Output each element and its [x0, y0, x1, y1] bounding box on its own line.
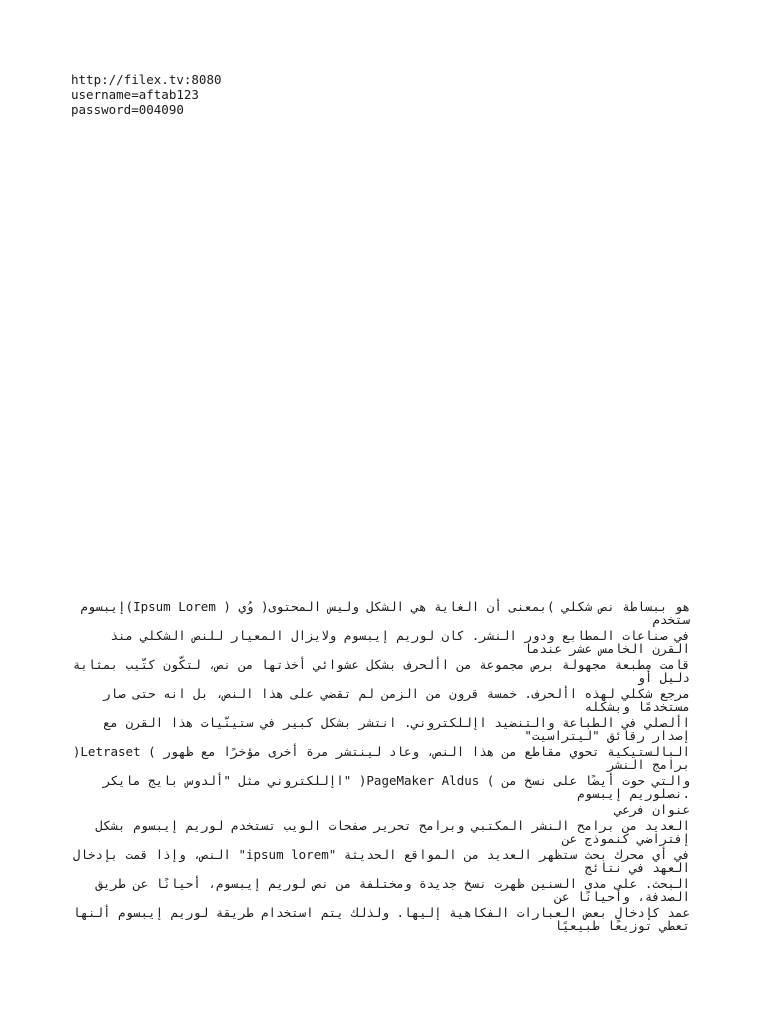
body-line: والتي حوت أيضًا على نسخ من ) PageMaker Aldus( "اإللكتروني مثل "ألدوس بايج مايكر .نصلوريم إيبسوم [102, 773, 690, 801]
body-line: مرجع شكلي لهذه األحرف. خمسة قرون من الزمن لم تقضي على هذا النص، بل انه حتى صار مستخدمًا وبشكله [103, 686, 690, 714]
body-line: البالستيكية تحوي مقاطع من هذا النص، وعاد لينتشر مرة أخرى مؤخرًا مع ظهور ) Letraset( برامج النشر [72, 744, 690, 772]
arabic-body-text [70, 600, 690, 935]
body-line: في صناعات المطابع ودور النشر. كان لوريم إيبسوم ولايزال المعيار للنص الشكلي منذ القرن الخامس عشر عندما [110, 628, 690, 656]
body-line: األصلي في الطباعة والتنضيد اإللكتروني. انتشر بشكل كبير في ستينّيات هذا القرن مع إصدار رقائق "ليتراسيت" [103, 715, 690, 743]
body-line: في أي محرك بحث ستظهر العديد من المواقع الحديثة "ipsum lorem" النص، وإذا قمت بإدخال العهد في نتائج [72, 847, 690, 875]
credentials-block [71, 72, 222, 117]
subheading: عنوان فرعي [614, 802, 690, 817]
server-url: http://filex.tv:8080 [71, 72, 222, 87]
password-line: password=004090 [71, 102, 184, 117]
body-line: العديد من برامح النشر المكتبي وبرامح تحرير صفحات الويب تستخدم لوريم إيبسوم بشكل إفتراضي كنموذج عن [95, 818, 690, 846]
body-line: البحث. على مدى السنين ظهرت نسخ جديدة ومختلفة من نص لوريم إيبسوم، أحيانًا عن طريق الصدفة، وأحيانًا عن [95, 876, 690, 904]
body-line: هو ببساطة نص شكلي )بمعنى أن الغاية هي الشكل وليس المحتوى( وُي ( Ipsum Lorem)إيبسوم ستخدم [80, 599, 690, 627]
body-line: قامت مطبعة مجهولة برص مجموعة من األحرف بشكل عشوائي أخذتها من نص، لتكّون كتّيب بمثابة دليل أو [72, 657, 690, 685]
username-line: username=aftab123 [71, 87, 199, 102]
body-line: عمد كإدخال بعض العبارات الفكاهية إليها. ولذلك يتم استخدام طريقة لوريم إيبسوم ألنها تعطي توزيعًا طبيعيًا [72, 905, 690, 933]
